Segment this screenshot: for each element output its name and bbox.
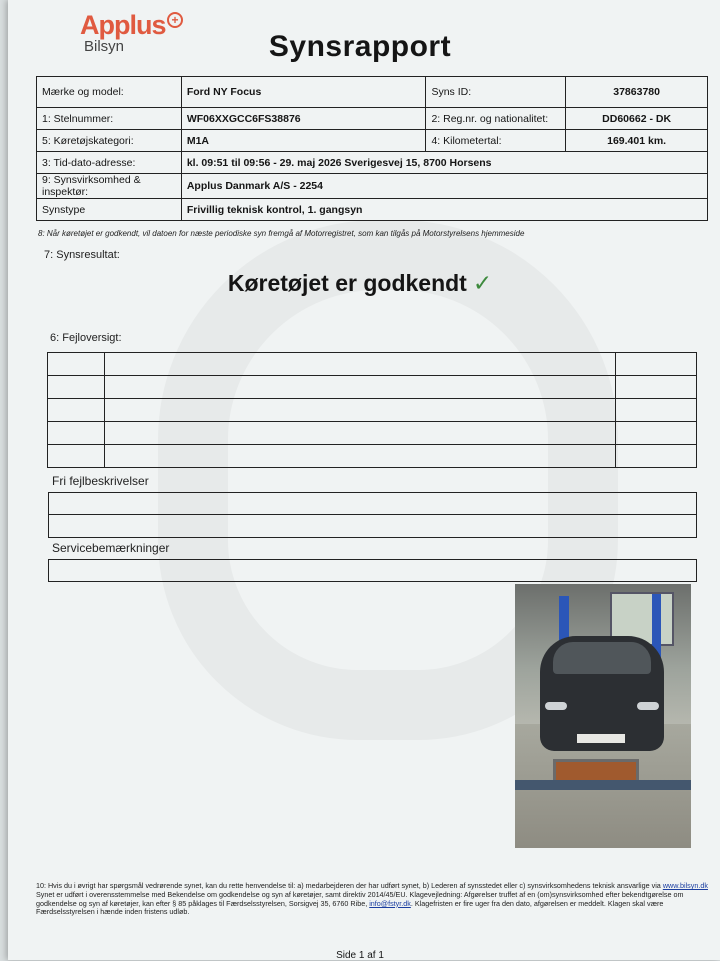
bilsyn-link[interactable]: www.bilsyn.dk [662, 881, 708, 890]
make-label: Mærke og model: [37, 77, 182, 108]
make-value: Ford NY Focus [181, 77, 426, 108]
footer-line-3: . Klagefristen er fire uger fra den dato, afgørelsen er meddelt. Klagen skal være Færdselsstyrelsen i hænde inden fristens udløb. [36, 898, 664, 917]
note-8: 8: Når køretøjet er godkendt, vil datoen for næste periodiske syn fremgå af Motorregistret, som kan tilgås på Motorstyrelsens hjemmeside [38, 229, 525, 238]
id-value: 37863780 [566, 77, 708, 108]
result-text: Køretøjet er godkendt [227, 270, 467, 296]
service-box [48, 559, 697, 582]
cat-value: M1A [181, 130, 426, 152]
page-title: Synsrapport [268, 30, 452, 63]
reg-value: DD60662 - DK [566, 108, 708, 130]
time-value: kl. 09:51 til 09:56 - 29. maj 2026 Sverigesvej 15, 8700 Horsens [181, 152, 707, 174]
vehicle-photo [515, 584, 691, 848]
result-label: 7: Synsresultat: [44, 249, 120, 261]
table-row [48, 353, 697, 376]
footer-line-1: 10: Hvis du i øvrigt har spørgsmål vedrørende synet, kan du rette henvendelse til: a) medarbejderen der har udført synet, b) Lederen af synsstedet eller c) synsvirksomhedens teknisk ansvarlige via [36, 881, 663, 890]
km-label: 4: Kilometertal: [426, 130, 566, 152]
table-row [37, 77, 708, 108]
footer-line-2: Synet er udført i overensstemmelse med Bekendelse om godkendelse og syn af køretøjer, samt direktiv 2014/45/EU. Klagevejledning: Afgørelser truffet af en (om)synsvirksomhed efter bekendtgørelse om godkendelse og syn af køretøjer, kan efter § 85 påklages til Færdselsstyrelsen, Sorsigvej 35, 6760 Ribe, [36, 889, 684, 908]
plus-icon: + [167, 12, 183, 28]
fstyr-email-link[interactable]: info@fstyr.dk [369, 898, 411, 908]
table-row [37, 130, 708, 152]
free-description-box-1 [48, 492, 697, 515]
time-label: 3: Tid-dato-adresse: [37, 152, 182, 174]
reg-label: 2: Reg.nr. og nationalitet: [426, 108, 566, 130]
page-number: Side 1 af 1 [336, 950, 384, 961]
table-row [48, 445, 697, 468]
table-row [48, 422, 697, 445]
free-description-label: Fri fejlbeskrivelser [52, 474, 149, 488]
cat-label: 5: Køretøjskategori: [37, 130, 182, 152]
service-label: Servicebemærkninger [52, 541, 170, 555]
info-table [36, 76, 708, 221]
table-row [37, 152, 708, 174]
free-description-box-2 [48, 514, 697, 538]
result-heading [0, 270, 720, 297]
table-row [37, 199, 708, 221]
footer-notes [36, 882, 708, 917]
table-row [37, 174, 708, 199]
logo-sub: Bilsyn [84, 38, 125, 55]
faults-table [47, 352, 697, 468]
km-value: 169.401 km. [566, 130, 708, 152]
table-row [48, 399, 697, 422]
faults-label: 6: Fejloversigt: [50, 332, 122, 344]
table-row [37, 108, 708, 130]
id-label: Syns ID: [426, 77, 566, 108]
table-row [48, 376, 697, 399]
company-label: 9: Synsvirksomhed & inspektør: [37, 174, 182, 199]
company-value: Applus Danmark A/S - 2254 [181, 174, 707, 199]
vin-value: WF06XXGCC6FS38876 [181, 108, 426, 130]
logo-brand: Applus [80, 10, 166, 40]
type-value: Frivillig teknisk kontrol, 1. gangsyn [181, 199, 707, 221]
checkmark-icon: ✓ [472, 270, 493, 296]
type-label: Synstype [37, 199, 182, 221]
vin-label: 1: Stelnummer: [37, 108, 182, 130]
